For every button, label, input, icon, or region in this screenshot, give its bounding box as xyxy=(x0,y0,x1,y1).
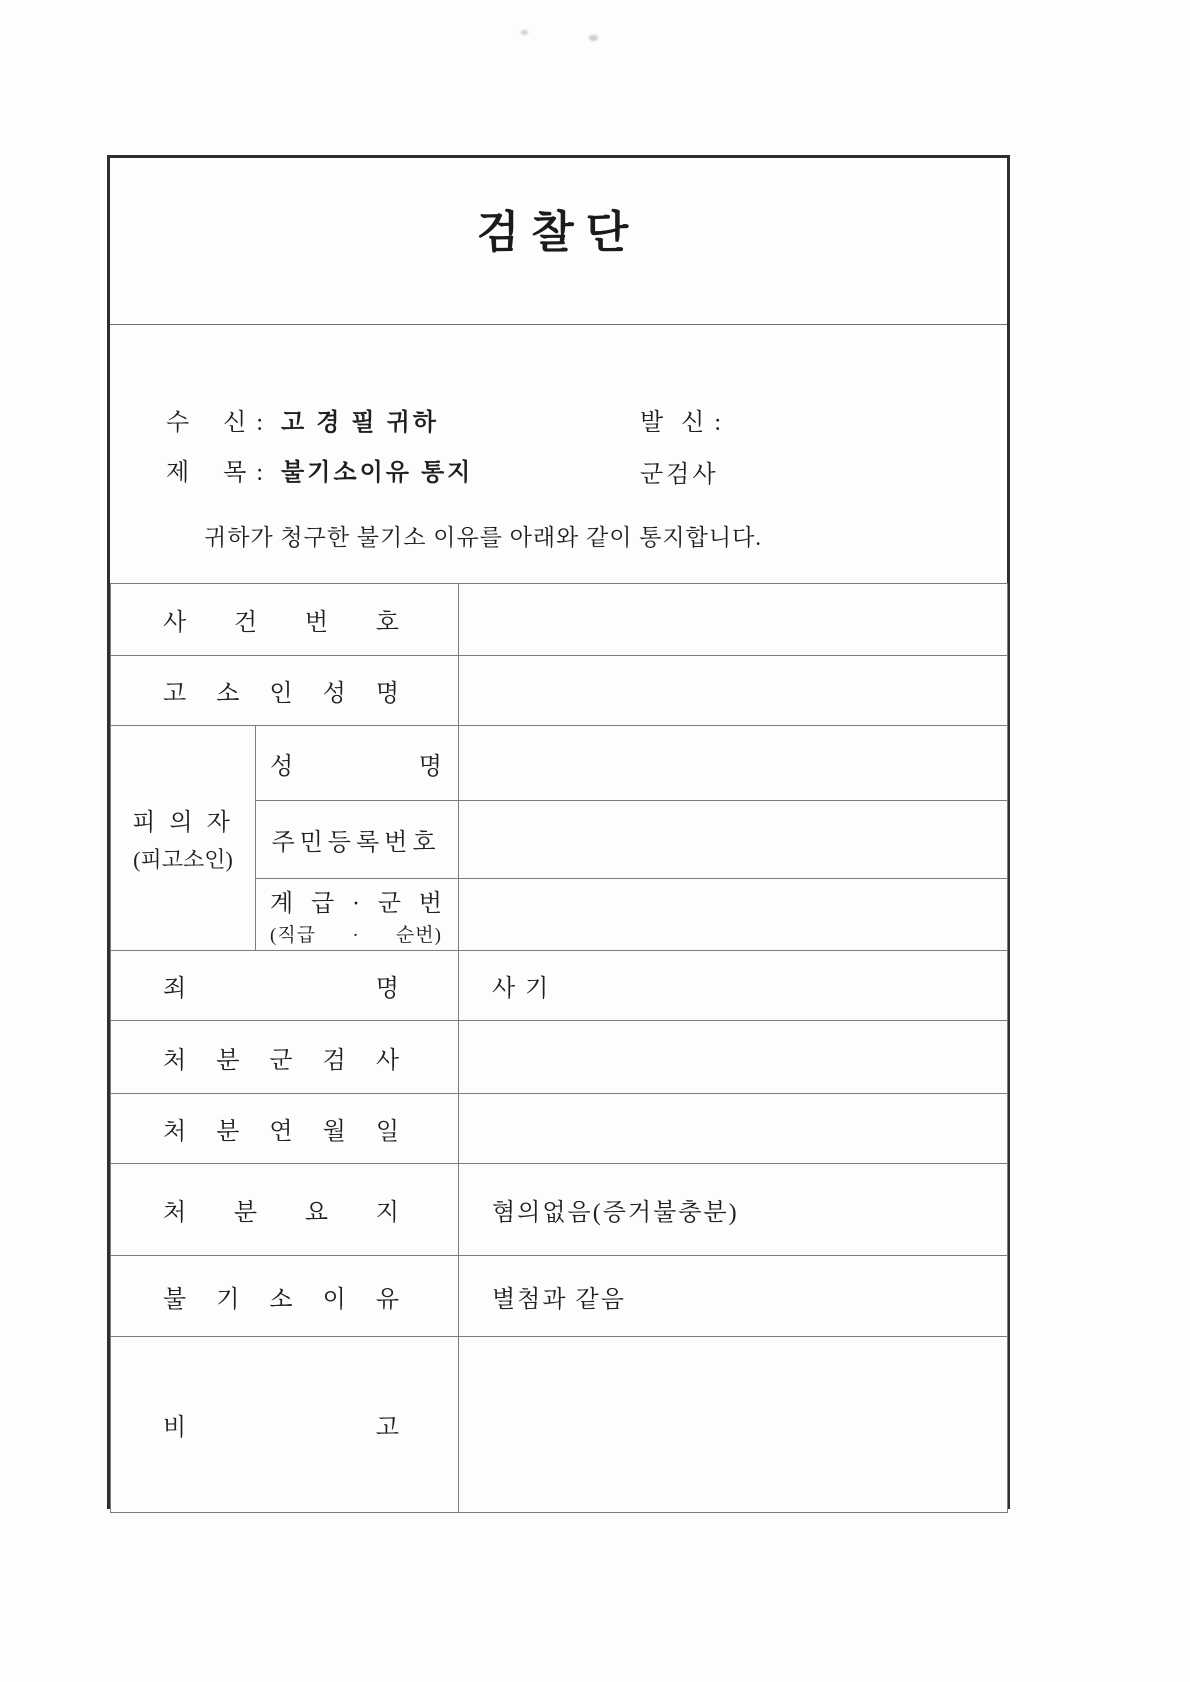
table-row-suspect-name xyxy=(111,726,1008,801)
table-row-complainant xyxy=(111,656,1008,726)
suspect-label: 피 의 자 xyxy=(132,810,234,836)
subject-label: 제 목 : xyxy=(166,460,282,486)
disposition-prosecutor-label: 처 분 군 검 사 xyxy=(111,1021,459,1094)
rank-label xyxy=(256,879,459,951)
resident-number-value xyxy=(459,801,1008,879)
table-row-crime xyxy=(111,951,1008,1021)
resident-number-label xyxy=(256,801,459,879)
table-row-remarks xyxy=(111,1337,1008,1513)
disposition-summary-value: 혐의없음(증거불충분) xyxy=(459,1164,1008,1256)
suspect-name-value xyxy=(459,726,1008,801)
case-form-table xyxy=(110,583,1008,1513)
rank-value xyxy=(459,879,1008,951)
recipient-line xyxy=(166,402,439,437)
notice-sentence: 귀하가 청구한 불기소 이유를 아래와 같이 통지합니다. xyxy=(204,525,763,550)
table-row-disposition-date xyxy=(111,1094,1008,1164)
recipient-label: 수 신 : xyxy=(166,410,282,436)
disposition-date-value xyxy=(459,1094,1008,1164)
remarks-value xyxy=(459,1337,1008,1513)
non-prosecution-reason-value: 별첨과 같음 xyxy=(459,1256,1008,1337)
suspect-sublabel: (피고소인) xyxy=(133,847,233,872)
crime-name-label: 죄 명 xyxy=(111,951,459,1021)
complainant-name-value xyxy=(459,656,1008,726)
title-band xyxy=(110,158,1007,325)
scan-artifact xyxy=(521,30,528,35)
case-number-value xyxy=(459,584,1008,656)
scan-artifact xyxy=(589,35,598,41)
table-row-disposition-summary xyxy=(111,1164,1008,1256)
resident-number-label-text: 주민등록번호 xyxy=(271,830,441,856)
suspect-group-label xyxy=(111,726,256,951)
subject-line xyxy=(166,452,473,487)
complainant-name-label: 고 소 인 성 명 xyxy=(111,656,459,726)
rank-label-line2: (직급 · 순번) xyxy=(270,924,442,946)
subject-value: 불기소이유 통지 xyxy=(281,460,474,486)
addressing-block xyxy=(110,326,1007,583)
crime-name-value: 사 기 xyxy=(459,951,1008,1021)
document-title: 검찰단 xyxy=(476,208,641,257)
remarks-label: 비 고 xyxy=(111,1337,459,1513)
sender-value: 군검사 xyxy=(640,462,719,488)
suspect-name-label: 성 명 xyxy=(256,726,459,801)
table-row-non-prosecution-reason xyxy=(111,1256,1008,1337)
non-prosecution-reason-label: 불 기 소 이 유 xyxy=(111,1256,459,1337)
disposition-date-label: 처 분 연 월 일 xyxy=(111,1094,459,1164)
disposition-prosecutor-value xyxy=(459,1021,1008,1094)
disposition-summary-label: 처 분 요 지 xyxy=(111,1164,459,1256)
sender-label: 발 신 : xyxy=(640,410,724,436)
recipient-name: 고 경 필 귀하 xyxy=(281,410,439,436)
case-number-label: 사 건 번 호 xyxy=(111,584,459,656)
document-frame xyxy=(107,155,1010,1509)
table-row-case-number xyxy=(111,584,1008,656)
rank-label-line1: 계 급 · 군 번 xyxy=(270,890,442,917)
table-row-disposition-prosecutor xyxy=(111,1021,1008,1094)
